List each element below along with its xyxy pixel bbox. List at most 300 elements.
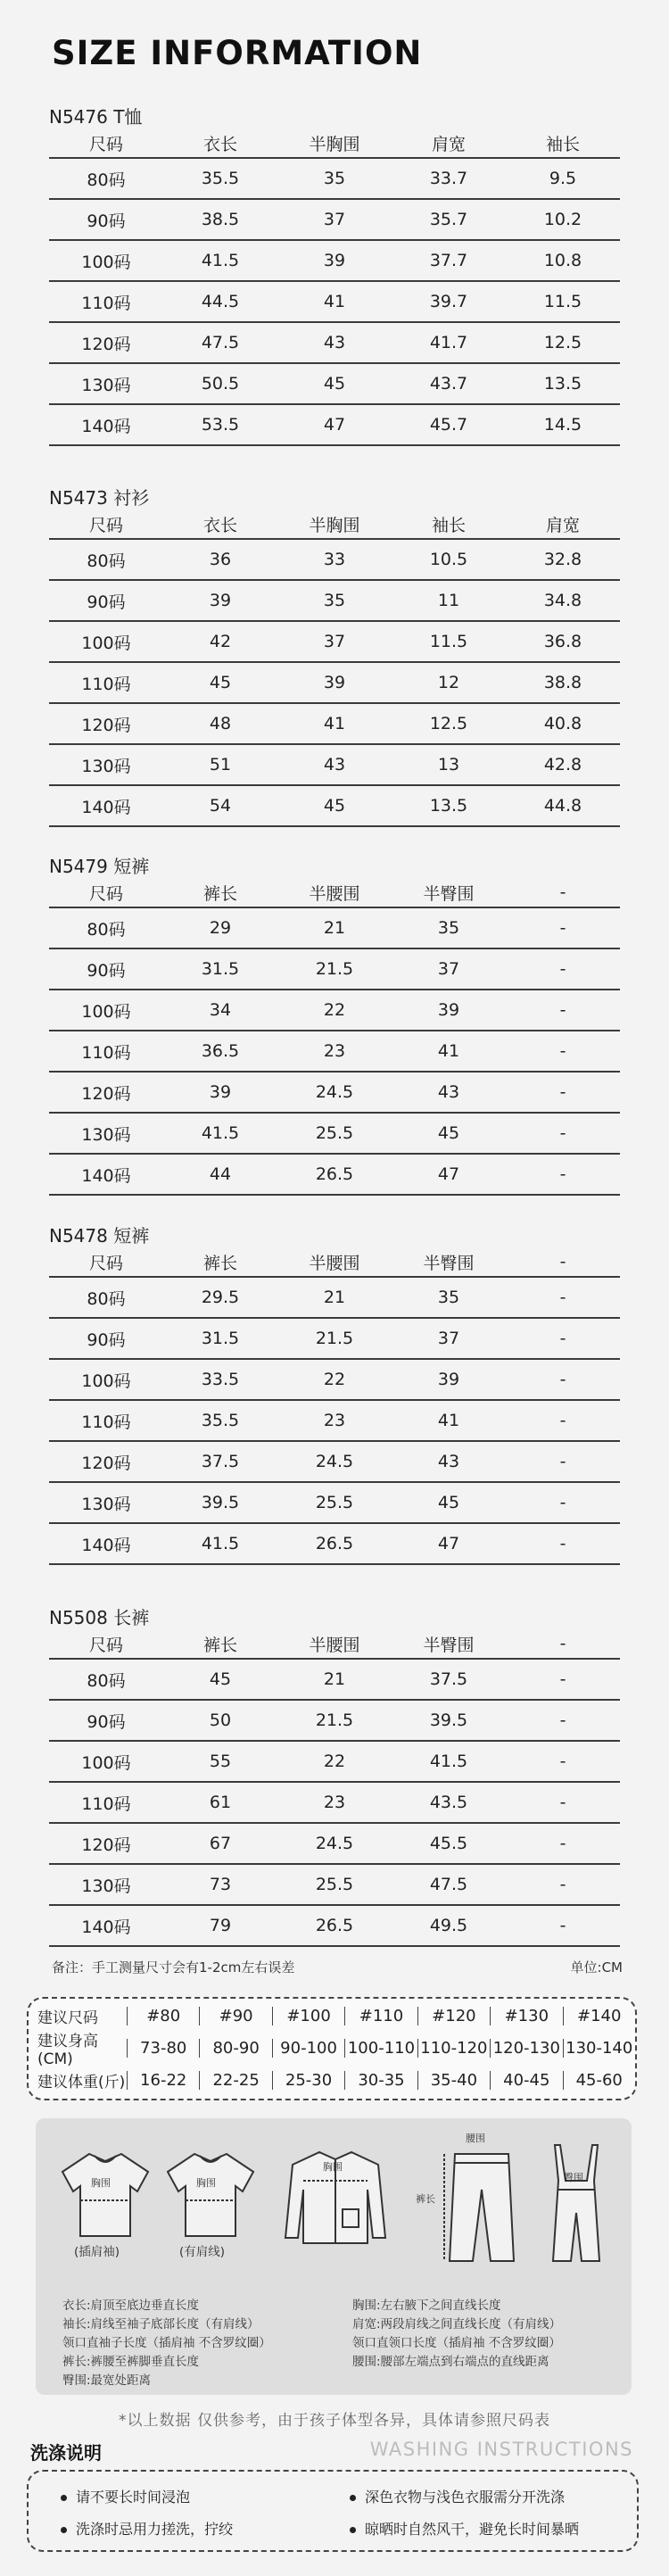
guide-cell: #110: [344, 2007, 417, 2025]
table-cell: 22: [323, 1000, 346, 1020]
table-cell: 80码: [87, 1670, 126, 1691]
table-cell: 21.5: [315, 1329, 354, 1348]
table-cell: 100码: [81, 252, 131, 272]
header-cell: -: [559, 1252, 566, 1271]
table-cell: 13.5: [429, 796, 468, 816]
table-cell: 130码: [81, 1876, 131, 1896]
guide-cell: 25-30: [272, 2071, 344, 2090]
size-table: [49, 105, 620, 446]
measure-desc-left: 裤长:裤腰至裤脚垂直长度: [62, 2355, 200, 2369]
measure-desc-left: 衣长:肩顶至底边垂直长度: [62, 2299, 200, 2313]
label-chest-2: 胸围: [196, 2177, 216, 2189]
washing-item-text: 洗涤时忌用力搓洗，拧绞: [76, 2521, 234, 2538]
table-cell: 51: [209, 755, 232, 774]
table-title: N5476 T恤: [49, 106, 143, 128]
size-guide-table: [27, 1997, 637, 2100]
table-cell: 48: [209, 714, 232, 733]
table-cell: 25.5: [315, 1123, 354, 1143]
table-cell: 34: [209, 1000, 232, 1020]
table-cell: 21: [323, 1288, 346, 1307]
table-cell: 37: [437, 959, 460, 979]
table-cell: 47: [323, 415, 346, 435]
table-cell: 53.5: [201, 415, 240, 435]
table-cell: 23: [323, 1411, 346, 1430]
measure-note: [52, 1958, 623, 1976]
size-table: [49, 486, 620, 827]
measure-desc-right: 腰围:腰部左端点到右端点的直线距离: [352, 2355, 549, 2369]
guide-cell: 40-45: [490, 2071, 562, 2090]
table-cell: 90码: [87, 960, 126, 981]
tshirt-raglan-icon: [62, 2154, 148, 2236]
table-cell: 61: [209, 1793, 232, 1812]
table-cell: 55: [209, 1752, 232, 1771]
measure-desc-left: 袖长:肩线至袖子底部长度（有肩线）: [62, 2317, 260, 2332]
table-cell: 22: [323, 1370, 346, 1389]
bullet-icon: [61, 2527, 67, 2533]
header-cell: -: [559, 1634, 566, 1653]
table-row: [49, 241, 620, 282]
table-cell: 41: [323, 714, 346, 733]
guide-cell: 16-22: [127, 2071, 199, 2090]
table-cell: 12.5: [429, 714, 468, 733]
table-row: [49, 405, 620, 446]
table-cell: 36.8: [543, 632, 582, 651]
table-cell: 35: [437, 1288, 460, 1307]
table-title: N5479 短裤: [49, 856, 150, 877]
table-cell: 41.5: [429, 1752, 468, 1771]
table-cell: 140码: [81, 1165, 131, 1186]
guide-cell: #140: [563, 2007, 635, 2025]
table-row: [49, 200, 620, 241]
table-row: [49, 540, 620, 581]
note-text: 备注：手工测量尺寸会有1-2cm左右误差: [52, 1959, 295, 1975]
table-cell: 21.5: [315, 959, 354, 979]
guide-row-label: 建议体重(斤): [37, 2073, 126, 2091]
table-cell: 73: [209, 1875, 232, 1894]
washing-item-text: 请不要长时间浸泡: [76, 2489, 191, 2506]
header-cell: 衣长: [202, 515, 237, 535]
table-cell: 41.5: [201, 251, 240, 270]
header-cell: 袖长: [431, 515, 466, 535]
table-cell: -: [559, 1452, 566, 1471]
table-cell: 54: [209, 796, 232, 816]
table-cell: 80码: [87, 919, 126, 940]
table-cell: 43: [323, 755, 346, 774]
table-row: [49, 581, 620, 622]
header-cell: 半腰围: [309, 1253, 360, 1273]
guide-cell: #90: [199, 2007, 271, 2025]
table-cell: 21.5: [315, 1710, 354, 1730]
table-cell: -: [559, 1370, 566, 1389]
header-cell: 尺码: [88, 1253, 123, 1273]
washing-item: [350, 2518, 579, 2539]
table-header: [49, 128, 620, 159]
table-cell: -: [559, 1834, 566, 1853]
guide-cell: 22-25: [199, 2071, 271, 2090]
table-cell: 80码: [87, 170, 126, 190]
table-cell: 37: [437, 1329, 460, 1348]
size-table: [49, 1224, 620, 1565]
table-row: [49, 1824, 620, 1865]
size-table: [49, 1606, 620, 1947]
header-cell: 半臀围: [423, 883, 475, 904]
table-row: [49, 786, 620, 827]
table-cell: 39: [437, 1000, 460, 1020]
table-row: [49, 622, 620, 663]
table-cell: 36: [209, 550, 232, 569]
table-cell: 140码: [81, 1535, 131, 1555]
header-cell: 尺码: [88, 883, 123, 904]
table-cell: -: [559, 1916, 566, 1935]
table-cell: -: [559, 918, 566, 938]
table-cell: 50.5: [201, 374, 240, 393]
table-row: [49, 1742, 620, 1783]
table-cell: 10.2: [543, 210, 582, 229]
table-row: [49, 704, 620, 745]
washing-item-text: 晾晒时自然风干，避免长时间暴晒: [365, 2521, 580, 2538]
bullet-icon: [61, 2495, 67, 2501]
table-cell: 38.8: [543, 673, 582, 692]
table-row: [49, 323, 620, 364]
guide-cell: 35-40: [417, 2071, 490, 2090]
table-cell: 41: [323, 292, 346, 311]
guide-cell: #80: [127, 2007, 199, 2025]
guide-cell: 30-35: [344, 2071, 417, 2090]
table-cell: 11: [437, 591, 460, 610]
table-row: [49, 1360, 620, 1401]
table-cell: 39.5: [201, 1493, 240, 1512]
guide-cell: 45-60: [563, 2071, 635, 2090]
table-cell: 110码: [81, 1412, 131, 1432]
label-chest-1: 胸围: [91, 2177, 111, 2189]
table-cell: 24.5: [315, 1082, 354, 1102]
table-cell: 45: [323, 796, 346, 816]
table-cell: -: [559, 1082, 566, 1102]
header-cell: 裤长: [202, 1253, 237, 1273]
table-cell: 41.5: [201, 1123, 240, 1143]
table-cell: 42: [209, 632, 232, 651]
table-cell: 90码: [87, 1711, 126, 1732]
table-header: [49, 1629, 620, 1660]
header-cell: 半腰围: [309, 883, 360, 904]
table-title: N5508 长裤: [49, 1607, 150, 1628]
measure-desc-right: 领口直领口长度（插肩袖 不含罗纹圈）: [352, 2336, 561, 2350]
table-cell: -: [559, 1534, 566, 1553]
table-cell: 39: [323, 673, 346, 692]
table-cell: 37.5: [201, 1452, 240, 1471]
table-cell: 22: [323, 1752, 346, 1771]
table-cell: 130码: [81, 1494, 131, 1514]
measure-desc-right: 肩宽:两段肩线之间直线长度（有肩线）: [352, 2317, 562, 2332]
table-cell: 120码: [81, 1835, 131, 1855]
measurement-diagram: [36, 2118, 632, 2395]
table-cell: 39.5: [429, 1710, 468, 1730]
bullet-icon: [350, 2495, 356, 2501]
washing-item-text: 深色衣物与浅色衣服需分开洗涤: [365, 2489, 566, 2506]
guide-cell: 120-130: [490, 2039, 562, 2058]
table-cell: 110码: [81, 293, 131, 313]
table-row: [49, 1524, 620, 1565]
table-cell: -: [559, 1752, 566, 1771]
table-cell: 41: [437, 1041, 460, 1061]
header-cell: 尺码: [88, 134, 123, 154]
table-cell: 41.7: [429, 333, 468, 352]
table-header: [49, 878, 620, 908]
table-header: [49, 1247, 620, 1278]
table-cell: 49.5: [429, 1916, 468, 1935]
table-cell: 44.8: [543, 796, 582, 816]
guide-cell: 80-90: [199, 2039, 271, 2058]
table-cell: -: [559, 1411, 566, 1430]
header-cell: 半臀围: [423, 1253, 475, 1273]
table-row: [49, 745, 620, 786]
table-row: [49, 990, 620, 1031]
table-row: [49, 1155, 620, 1196]
table-cell: 23: [323, 1793, 346, 1812]
table-row: [49, 1319, 620, 1360]
table-cell: 120码: [81, 1083, 131, 1104]
table-cell: 43: [437, 1452, 460, 1471]
measure-desc-left: 臀围:最宽处距离: [62, 2373, 152, 2388]
table-cell: 29.5: [201, 1288, 240, 1307]
table-cell: 120码: [81, 1453, 131, 1473]
table-cell: 13: [437, 755, 460, 774]
table-row: [49, 1401, 620, 1442]
table-cell: 45.7: [429, 415, 468, 435]
table-cell: 21: [323, 1669, 346, 1689]
header-cell: 裤长: [202, 1635, 237, 1655]
header-cell: 肩宽: [431, 134, 466, 154]
table-cell: 9.5: [549, 169, 577, 188]
guide-row-label: 建议身高(CM): [37, 2032, 98, 2068]
table-cell: 45: [209, 1669, 232, 1689]
table-cell: 45.5: [429, 1834, 468, 1853]
table-cell: -: [559, 1710, 566, 1730]
table-cell: 11.5: [429, 632, 468, 651]
table-cell: 43: [323, 333, 346, 352]
table-cell: -: [559, 1288, 566, 1307]
table-cell: -: [559, 1329, 566, 1348]
guide-row-label: 建议尺码: [37, 2009, 98, 2027]
table-cell: 47: [437, 1164, 460, 1184]
table-cell: 31.5: [201, 1329, 240, 1348]
table-cell: 130码: [81, 756, 131, 776]
header-cell: 半腰围: [309, 1635, 360, 1655]
guide-row: [29, 2032, 635, 2068]
table-cell: 43.7: [429, 374, 468, 393]
table-cell: 45: [209, 673, 232, 692]
table-cell: 120码: [81, 334, 131, 354]
table-cell: 21: [323, 918, 346, 938]
table-cell: 33.5: [201, 1370, 240, 1389]
table-cell: 140码: [81, 416, 131, 436]
table-cell: 25.5: [315, 1493, 354, 1512]
table-cell: 90码: [87, 211, 126, 231]
table-cell: -: [559, 1493, 566, 1512]
table-cell: 39: [209, 1082, 232, 1102]
table-cell: 26.5: [315, 1164, 354, 1184]
size-table: [49, 855, 620, 1196]
guide-cell: 130-140: [563, 2039, 635, 2058]
table-cell: -: [559, 1164, 566, 1184]
table-cell: 25.5: [315, 1875, 354, 1894]
table-cell: 35: [323, 591, 346, 610]
table-cell: 110码: [81, 1042, 131, 1063]
table-cell: 35: [323, 169, 346, 188]
table-cell: 39.7: [429, 292, 468, 311]
table-cell: 31.5: [201, 959, 240, 979]
washing-title: 洗涤说明: [30, 2442, 102, 2464]
header-cell: 半臀围: [423, 1635, 475, 1655]
table-row: [49, 1442, 620, 1483]
table-cell: 37: [323, 210, 346, 229]
guide-row: [29, 2000, 635, 2031]
header-cell: 半胸围: [309, 134, 360, 154]
table-cell: 43: [437, 1082, 460, 1102]
table-cell: 90码: [87, 592, 126, 612]
header-cell: 裤长: [202, 883, 237, 904]
table-cell: 110码: [81, 674, 131, 694]
overalls-icon: [553, 2145, 599, 2261]
table-cell: 100码: [81, 1001, 131, 1022]
guide-row: [29, 2065, 635, 2095]
table-cell: 35.7: [429, 210, 468, 229]
table-cell: 130码: [81, 1124, 131, 1145]
unit-label: 单位:CM: [570, 1959, 623, 1975]
table-cell: 39: [209, 591, 232, 610]
table-cell: 36.5: [201, 1041, 240, 1061]
header-cell: 尺码: [88, 515, 123, 535]
table-cell: -: [559, 1000, 566, 1020]
table-cell: 26.5: [315, 1534, 354, 1553]
table-cell: 79: [209, 1916, 232, 1935]
table-cell: 35.5: [201, 169, 240, 188]
washing-item: [61, 2486, 190, 2506]
table-cell: 44: [209, 1164, 232, 1184]
caption-shoulder: (有肩线): [179, 2245, 226, 2259]
bullet-icon: [350, 2527, 356, 2533]
table-cell: -: [559, 1875, 566, 1894]
reference-hint: *以上数据 仅供参考，由于孩子体型各异，具体请参照尺码表: [119, 2412, 550, 2430]
table-cell: 47: [437, 1534, 460, 1553]
washing-item: [61, 2518, 233, 2539]
label-hip: 臀围: [564, 2172, 583, 2183]
page-title: SIZE INFORMATION: [52, 34, 423, 72]
table-cell: 13.5: [543, 374, 582, 393]
table-cell: -: [559, 1041, 566, 1061]
table-title: N5478 短裤: [49, 1225, 150, 1247]
table-cell: 100码: [81, 1371, 131, 1391]
table-cell: 24.5: [315, 1834, 354, 1853]
guide-cell: 110-120: [417, 2039, 490, 2058]
table-cell: 34.8: [543, 591, 582, 610]
table-cell: 41.5: [201, 1534, 240, 1553]
measure-desc-right: 胸围:左右腋下之间直线长度: [352, 2299, 501, 2313]
table-cell: 47.5: [429, 1875, 468, 1894]
header-cell: -: [559, 882, 566, 902]
table-cell: 23: [323, 1041, 346, 1061]
table-cell: 11.5: [543, 292, 582, 311]
table-row: [49, 1783, 620, 1824]
table-cell: -: [559, 1123, 566, 1143]
table-cell: 24.5: [315, 1452, 354, 1471]
table-cell: 32.8: [543, 550, 582, 569]
table-cell: 10.8: [543, 251, 582, 270]
table-cell: 47.5: [201, 333, 240, 352]
table-cell: 90码: [87, 1329, 126, 1350]
table-row: [49, 1031, 620, 1073]
table-cell: 80码: [87, 1288, 126, 1309]
washing-item: [350, 2486, 565, 2506]
table-cell: 50: [209, 1710, 232, 1730]
header-cell: 半胸围: [309, 515, 360, 535]
label-pants-length: 裤长: [416, 2193, 435, 2205]
table-cell: 35.5: [201, 1411, 240, 1430]
table-cell: 35: [437, 918, 460, 938]
table-row: [49, 908, 620, 949]
guide-cell: 73-80: [127, 2039, 199, 2058]
garment-illustrations: [36, 2127, 632, 2279]
table-row: [49, 159, 620, 200]
pants-icon: [444, 2154, 514, 2261]
header-cell: 尺码: [88, 1635, 123, 1655]
table-cell: 40.8: [543, 714, 582, 733]
table-cell: 45: [437, 1493, 460, 1512]
table-cell: 37.7: [429, 251, 468, 270]
table-cell: 12.5: [543, 333, 582, 352]
table-cell: -: [559, 959, 566, 979]
header-cell: 肩宽: [545, 515, 580, 535]
table-cell: 41: [437, 1411, 460, 1430]
measure-desc-left: 领口直袖子长度（插肩袖 不含罗纹圈）: [62, 2336, 271, 2350]
guide-cell: #120: [417, 2007, 490, 2025]
table-header: [49, 509, 620, 540]
table-cell: 39: [323, 251, 346, 270]
table-row: [49, 1701, 620, 1742]
table-cell: 80码: [87, 551, 126, 571]
table-title: N5473 衬衫: [49, 487, 150, 509]
table-row: [49, 1278, 620, 1319]
table-cell: 120码: [81, 715, 131, 735]
washing-title-en: WASHING INSTRUCTIONS: [369, 2439, 633, 2460]
table-row: [49, 282, 620, 323]
table-cell: 33.7: [429, 169, 468, 188]
table-cell: 67: [209, 1834, 232, 1853]
table-row: [49, 1660, 620, 1701]
table-cell: 37.5: [429, 1669, 468, 1689]
table-row: [49, 1865, 620, 1906]
table-row: [49, 663, 620, 704]
label-waist-1: 腰围: [466, 2133, 485, 2144]
table-row: [49, 1483, 620, 1524]
table-cell: 110码: [81, 1793, 131, 1814]
table-cell: 39: [437, 1370, 460, 1389]
table-cell: 100码: [81, 633, 131, 653]
table-row: [49, 364, 620, 405]
table-cell: -: [559, 1793, 566, 1812]
guide-cell: #100: [272, 2007, 344, 2025]
guide-cell: 90-100: [272, 2039, 344, 2058]
table-cell: 33: [323, 550, 346, 569]
table-cell: 44.5: [201, 292, 240, 311]
table-cell: 140码: [81, 1917, 131, 1937]
label-chest-3: 胸围: [323, 2161, 343, 2173]
table-row: [49, 1073, 620, 1114]
header-cell: 袖长: [545, 134, 580, 154]
table-cell: 29: [209, 918, 232, 938]
table-cell: 26.5: [315, 1916, 354, 1935]
table-cell: 12: [437, 673, 460, 692]
